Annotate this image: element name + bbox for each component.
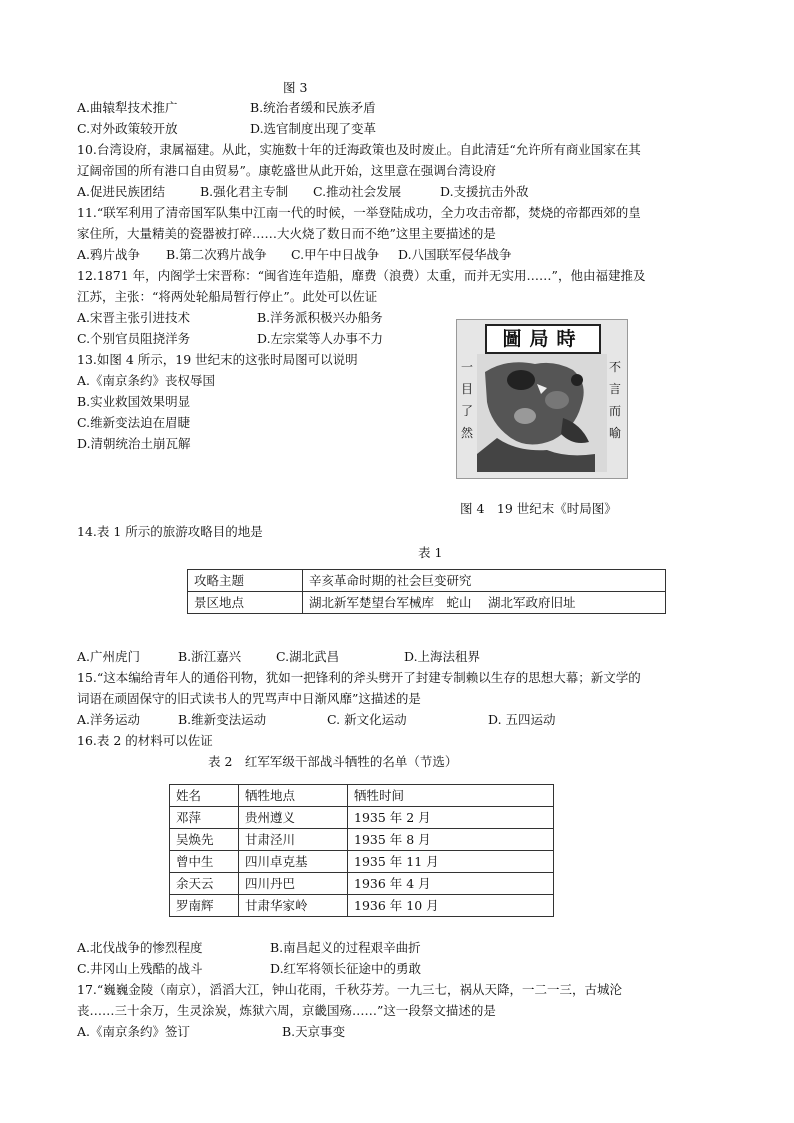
- q14-option-a[interactable]: A.广州虎门: [77, 649, 141, 664]
- q13-option-d[interactable]: D.清朝统治土崩瓦解: [77, 436, 191, 451]
- q11-stem-line-1: 11.“联军利用了清帝国军队集中江南一代的时候，一举登陆成功，全力攻击帝都，焚烧的帝都西郊的皇: [77, 205, 641, 220]
- q9-option-d[interactable]: D.选官制度出现了变革: [250, 121, 377, 136]
- q12-option-d[interactable]: D.左宗棠等人办事不力: [257, 331, 384, 346]
- table-cell: 四川卓克基: [239, 851, 348, 873]
- q15-option-b[interactable]: B.维新变法运动: [178, 712, 267, 727]
- table-cell: 甘肃泾川: [239, 829, 348, 851]
- table-cell: 1935 年 2 月: [348, 807, 554, 829]
- q16-option-b[interactable]: B.南昌起义的过程艰辛曲折: [270, 940, 421, 955]
- table-1: [187, 569, 666, 614]
- q9-option-b[interactable]: B.统治者缓和民族矛盾: [250, 100, 376, 115]
- q14-option-d[interactable]: D.上海法租界: [404, 649, 481, 664]
- q13-option-c[interactable]: C.维新变法迫在眉睫: [77, 415, 191, 430]
- cartoon-left-text: 一目了然: [461, 360, 474, 440]
- table-cell: 1936 年 10 月: [348, 895, 554, 917]
- table-cell: 甘肃华家岭: [239, 895, 348, 917]
- table-cell: 罗南辉: [170, 895, 239, 917]
- q17-stem-line-2: 丧……三十余万，生灵涂炭，炼狱六周，京畿国殇……”这一段祭文描述的是: [77, 1003, 496, 1018]
- table-header-cell: 牺牲地点: [239, 785, 348, 807]
- table-cell: 邓萍: [170, 807, 239, 829]
- table-cell: 曾中生: [170, 851, 239, 873]
- q15-stem-line-1: 15.“这本编给青年人的通俗刊物，犹如一把锋利的斧头劈开了封建专制赖以生存的思想大幕；新文学的: [77, 670, 641, 685]
- q10-option-d[interactable]: D.支援抗击外敌: [440, 184, 529, 199]
- q9-option-a[interactable]: A.曲辕犁技术推广: [77, 100, 178, 115]
- q10-stem-line-1: 10.台湾设府，隶属福建。从此，实施数十年的迁海政策也及时废止。自此清廷“允许所有商业国家在其: [77, 142, 641, 157]
- table-header-cell: 姓名: [170, 785, 239, 807]
- q11-option-b[interactable]: B.第二次鸦片战争: [166, 247, 267, 262]
- cartoon-title: 圖局時: [485, 324, 601, 354]
- table-row: [188, 592, 666, 614]
- q10-stem-line-2: 辽阔帝国的所有港口自由贸易”。康乾盛世从此开始，这里意在强调台湾设府: [77, 163, 496, 178]
- q16-option-a[interactable]: A.北伐战争的惨烈程度: [77, 940, 203, 955]
- table-cell: 余天云: [170, 873, 239, 895]
- table-cell: 景区地点: [188, 592, 303, 614]
- figure-3-caption: 图 3: [283, 80, 308, 95]
- figure-4-caption: 图 4 19 世纪末《时局图》: [460, 501, 617, 516]
- shijutu-cartoon-image: [456, 319, 628, 479]
- q11-stem-line-2: 家住所，大量精美的瓷器被打碎……大火烧了数日而不绝”这里主要描述的是: [77, 226, 496, 241]
- q9-option-c[interactable]: C.对外政策较开放: [77, 121, 178, 136]
- q12-option-c[interactable]: C.个别官员阻挠洋务: [77, 331, 191, 346]
- q16-option-d[interactable]: D.红军将领长征途中的勇敢: [270, 961, 422, 976]
- cartoon-right-text: 不言而喻: [609, 360, 622, 440]
- table-2-caption: 表 2 红军军级干部战斗牺牲的名单（节选）: [208, 754, 458, 769]
- q14-stem: 14.表 1 所示的旅游攻略目的地是: [77, 524, 263, 539]
- q16-option-c[interactable]: C.井冈山上残酷的战斗: [77, 961, 203, 976]
- table-row: [170, 829, 554, 851]
- table-cell: 吴焕先: [170, 829, 239, 851]
- table-row: [170, 895, 554, 917]
- q17-option-a[interactable]: A.《南京条约》签订: [77, 1024, 191, 1039]
- table-cell: 1935 年 8 月: [348, 829, 554, 851]
- q11-option-c[interactable]: C.甲午中日战争: [291, 247, 380, 262]
- q16-stem: 16.表 2 的材料可以佐证: [77, 733, 213, 748]
- q12-option-b[interactable]: B.洋务派积极兴办船务: [257, 310, 383, 325]
- q15-option-a[interactable]: A.洋务运动: [77, 712, 141, 727]
- table-cell: 1935 年 11 月: [348, 851, 554, 873]
- table-1-caption: 表 1: [418, 545, 443, 560]
- q17-stem-line-1: 17.“巍巍金陵（南京），滔滔大江，钟山花雨，千秋芬芳。一九三七，祸从天降，一二一三，古城沦: [77, 982, 623, 997]
- q17-option-b[interactable]: B.天京事变: [282, 1024, 346, 1039]
- q14-option-b[interactable]: B.浙江嘉兴: [178, 649, 242, 664]
- q10-option-a[interactable]: A.促进民族团结: [77, 184, 166, 199]
- table-header-cell: 牺牲时间: [348, 785, 554, 807]
- q15-stem-line-2: 词语在顽固保守的旧式读书人的咒骂声中日渐风靡”这描述的是: [77, 691, 421, 706]
- cartoon-drawing: [477, 354, 607, 472]
- table-cell: 湖北新军楚望台军械库 蛇山 湖北军政府旧址: [303, 592, 666, 614]
- q12-option-a[interactable]: A.宋晋主张引进技术: [77, 310, 191, 325]
- table-cell: 贵州遵义: [239, 807, 348, 829]
- q12-stem-line-1: 12.1871 年，内阁学士宋晋称：“闽省连年造船，靡费（浪费）太重，而并无实用……”，他由福建推及: [77, 268, 646, 283]
- q11-option-d[interactable]: D.八国联军侵华战争: [398, 247, 512, 262]
- table-row: [170, 851, 554, 873]
- q15-option-d[interactable]: D. 五四运动: [488, 712, 556, 727]
- table-cell: 四川丹巴: [239, 873, 348, 895]
- table-row: [170, 807, 554, 829]
- q10-option-c[interactable]: C.推动社会发展: [313, 184, 402, 199]
- q12-stem-line-2: 江苏，主张：“将两处轮船局暂行停止”。此处可以佐证: [77, 289, 378, 304]
- table-2: [169, 784, 554, 917]
- table-header-row: [170, 785, 554, 807]
- q15-option-c[interactable]: C. 新文化运动: [327, 712, 407, 727]
- table-cell: 1936 年 4 月: [348, 873, 554, 895]
- table-cell: 辛亥革命时期的社会巨变研究: [303, 570, 666, 592]
- table-row: [188, 570, 666, 592]
- q13-option-a[interactable]: A.《南京条约》丧权辱国: [77, 373, 216, 388]
- q13-option-b[interactable]: B.实业救国效果明显: [77, 394, 191, 409]
- q11-option-a[interactable]: A.鸦片战争: [77, 247, 141, 262]
- q13-stem: 13.如图 4 所示，19 世纪末的这张时局图可以说明: [77, 352, 358, 367]
- q14-option-c[interactable]: C.湖北武昌: [276, 649, 340, 664]
- q10-option-b[interactable]: B.强化君主专制: [200, 184, 289, 199]
- table-row: [170, 873, 554, 895]
- table-cell: 攻略主题: [188, 570, 303, 592]
